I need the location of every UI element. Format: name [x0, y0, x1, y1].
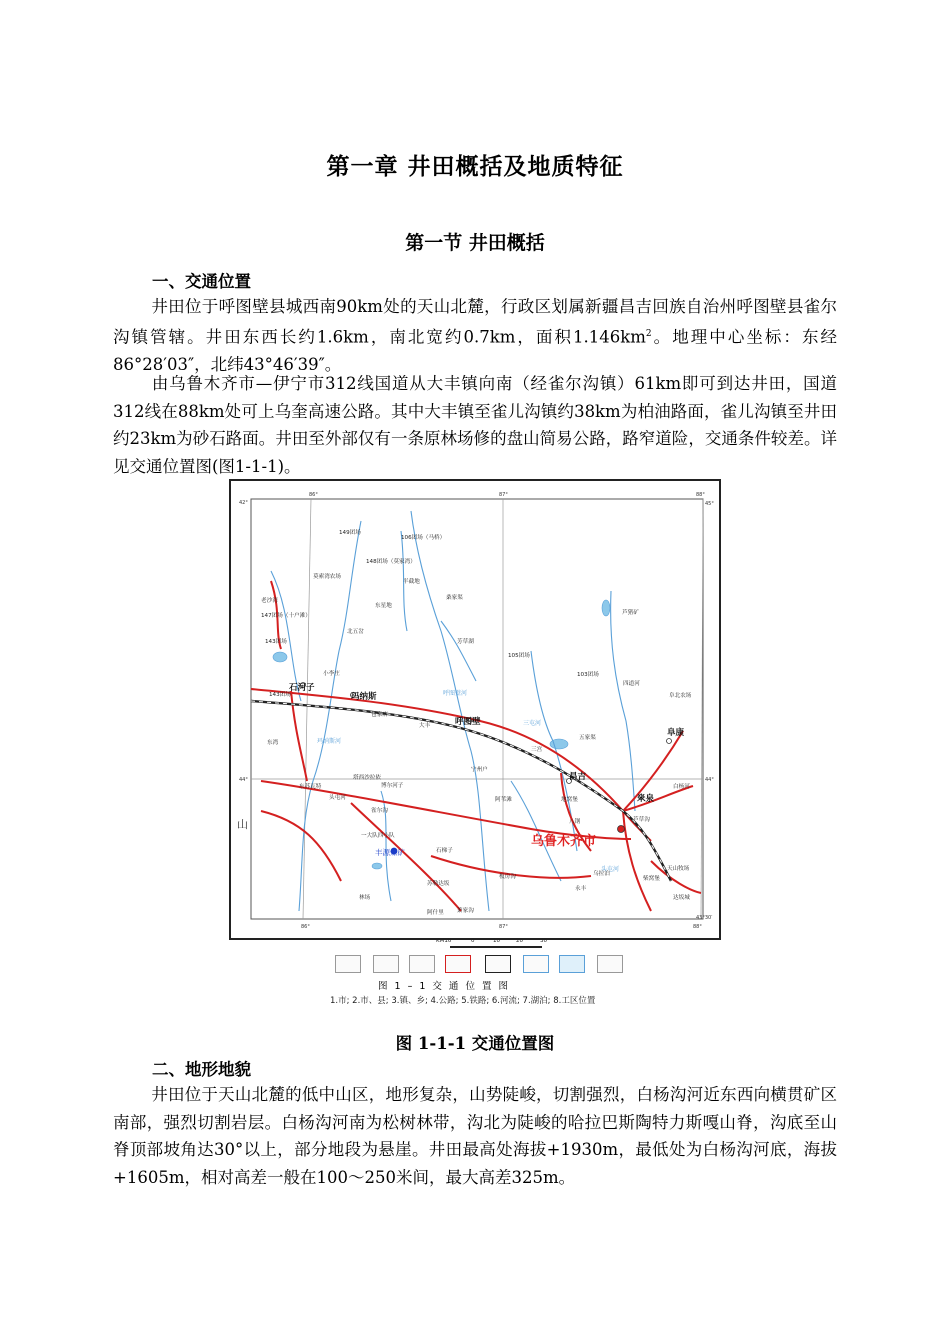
scale-label: 20	[516, 938, 523, 944]
railway	[251, 701, 671, 881]
scale-label: 0	[471, 938, 475, 944]
legend-road-symbol	[445, 955, 471, 973]
river-label: 三屯河	[523, 720, 542, 727]
map-grid	[251, 499, 703, 919]
place-label: 143团场	[265, 639, 287, 645]
paragraph-terrain	[113, 1081, 837, 1191]
city-label-shihezi: 石河子	[289, 683, 315, 693]
river	[271, 571, 301, 701]
legend-mine-symbol	[597, 955, 623, 973]
paragraph-text-tail: 。地理中心坐标：东经86°28′03″，北纬43°46′39″。	[113, 327, 837, 374]
place-label: 柴窝堡	[643, 876, 660, 882]
place-label: 148团场（莫家湾）	[366, 559, 416, 565]
place-label: 阿苇滩	[495, 797, 512, 803]
place-label: 阜北农场	[669, 693, 692, 699]
legend-railway-symbol	[485, 955, 511, 973]
map-svg	[231, 481, 719, 938]
river	[611, 591, 635, 811]
grid-label-right: 43°30′	[696, 915, 713, 921]
place-label: 半截地	[403, 579, 420, 585]
grid-label-top: 88°	[696, 492, 705, 498]
place-label: 塔西沙拉依	[353, 775, 381, 781]
map-legend-symbols	[335, 955, 625, 975]
place-label: 桑家渠	[446, 595, 463, 601]
paragraph-text: 井田位于呼图壁县城西南90km处的天山北麓，行政区划属新疆昌吉回族自治州呼图壁县雀尔沟镇管辖。井田东西长约1.6km，南北宽约0.7km，面积1.146km	[113, 297, 837, 346]
figure-inner-legend: 1.市; 2.市、县; 3.镇、乡; 4.公路; 5.铁路; 6.河流; 7.湖泊; 8.工区位置	[330, 996, 596, 1006]
map-inner-frame	[251, 499, 703, 919]
place-label: 三宫	[531, 747, 543, 753]
place-label: 103团场	[577, 672, 599, 678]
mine-label: 丰源煤矿	[375, 848, 405, 857]
river-label: 玛纳斯河	[317, 738, 342, 745]
place-label: 宁州户	[471, 767, 488, 773]
scale-label: KM10	[436, 938, 452, 944]
heading-terrain: 二、地形地貌	[152, 1060, 251, 1079]
grid-label-bottom: 88°	[693, 924, 702, 930]
figure-caption: 图 1-1-1 交通位置图	[395, 1034, 555, 1053]
place-label: 老沙湾	[261, 598, 278, 604]
scale-label: 10	[493, 938, 500, 944]
city-labels	[288, 682, 685, 804]
place-label: 林场	[359, 895, 371, 901]
place-label: 天山牧场	[667, 866, 690, 872]
figure-inner-title: 图 1 – 1 交 通 位 置 图	[378, 981, 510, 992]
legend-city-symbol	[335, 955, 361, 973]
city-label-urumqi: 乌鲁木齐市	[531, 834, 597, 849]
place-label: 莫索湾农场	[313, 574, 341, 580]
lake	[602, 600, 610, 616]
section-title: 第一节 井田概括	[405, 232, 545, 254]
scale-bar	[450, 946, 542, 948]
place-label: 大丰	[419, 723, 431, 729]
capital-dot	[618, 826, 625, 833]
grid-label-left: 44°	[239, 777, 248, 783]
place-label: 东苏瓦特	[299, 784, 322, 790]
area-superscript: 2	[645, 328, 652, 339]
place-label: 萧家沟	[457, 908, 474, 914]
place-label: 106团场（马桥）	[401, 535, 446, 541]
road-g312	[251, 689, 651, 841]
legend-lake-symbol	[559, 955, 585, 973]
river-label: 头屯河	[601, 866, 620, 873]
place-label: 芦草沟	[633, 817, 650, 823]
lake	[372, 863, 382, 869]
place-label: 石梯子	[436, 848, 453, 854]
place-label: 149团场	[339, 530, 361, 536]
place-label: 苏勒达坂	[427, 881, 450, 887]
place-label: 143团场	[269, 692, 291, 698]
grid-label-right: 45°	[705, 501, 714, 507]
place-label: 板房沟	[499, 874, 516, 880]
place-label: 乌拉泊	[593, 871, 610, 877]
heading-traffic-location: 一、交通位置	[152, 272, 251, 291]
city-label-hutubi: 呼图壁	[455, 717, 481, 727]
grid-label-right: 44°	[705, 777, 714, 783]
place-label: 永丰	[575, 886, 587, 892]
place-label: 东湾	[267, 740, 279, 746]
chapter-title: 第一章 井田概括及地质特征	[326, 153, 624, 180]
grid-labels	[239, 492, 714, 930]
place-label: 博尔河子	[381, 783, 404, 789]
city-label-miquan: 米泉	[637, 794, 655, 804]
place-label: 阿什里	[427, 910, 444, 916]
place-label: 北五岔	[347, 629, 364, 635]
legend-county-symbol	[373, 955, 399, 973]
place-label: 芦猪矿	[622, 610, 639, 616]
paragraph-traffic-1	[113, 293, 837, 378]
place-label: 达坂城	[673, 895, 690, 901]
place-label: 105团场	[508, 653, 530, 659]
mountain-label: 山	[237, 818, 248, 831]
paragraph-text: 由乌鲁木齐市—伊宁市312线国道从大丰镇向南（经雀尔沟镇）61km即可到达井田，国道312线在88km处可上乌奎高速公路。其中大丰镇至雀儿沟镇约38km为柏油路面，雀儿沟镇至井田约23km为砂石路面。井田至外部仅有一条原林场修的盘山简易公路，路窄道险，交通条件较差。详见交通位置图(图1-1-1)。	[113, 374, 837, 476]
place-label: 五家渠	[579, 735, 596, 741]
rivers	[271, 511, 635, 911]
paragraph-text: 井田位于天山北麓的低中山区，地形复杂，山势陡峻，切割强烈，白杨沟河近东西向横贯矿区南部，强烈切割岩层。白杨沟河南为松树林带，沟北为陡峻的哈拉巴斯陶特力斯嘎山脊，沟底至山脊顶部坡角达30°以上，部分地段为悬崖。井田最高处海拔+1930m，最低处为白杨沟河底，海拔+1605m，相对高差一般在100～250米间，最大高差325m。	[113, 1085, 837, 1187]
river-label: 呼图壁河	[443, 690, 468, 697]
lakes	[273, 600, 610, 869]
place-label: 四道河	[623, 681, 640, 687]
place-label: 东星地	[375, 603, 392, 609]
grid-label-bottom: 86°	[301, 924, 310, 930]
place-label: 头屯河	[329, 795, 346, 801]
place-label: 包家店	[371, 712, 388, 718]
scale-label: 30	[540, 938, 547, 944]
legend-river-symbol	[523, 955, 549, 973]
traffic-location-map	[229, 479, 721, 940]
place-label: 雀尔沟	[371, 808, 388, 814]
place-label: 芳草湖	[457, 639, 474, 645]
lake	[273, 652, 287, 662]
grid-label-bottom: 87°	[499, 924, 508, 930]
grid-label-top: 86°	[309, 492, 318, 498]
city-label-manasi: 玛纳斯	[351, 692, 377, 702]
place-label: 一大队四小队	[361, 833, 395, 839]
paragraph-traffic-2	[113, 370, 837, 480]
city-label-fukang: 阜康	[667, 728, 685, 738]
place-label: 地窝堡	[561, 797, 578, 803]
grid-label-left: 42°	[239, 500, 248, 506]
place-label: 147团场（十户滩）	[261, 613, 311, 619]
grid-label-top: 87°	[499, 492, 508, 498]
place-label: 小李庄	[323, 671, 340, 677]
city-dot	[667, 739, 672, 744]
place-label: 八钢	[569, 819, 581, 825]
city-label-changji: 昌吉	[569, 772, 587, 782]
place-label: 白杨河	[673, 784, 690, 790]
river	[511, 781, 561, 881]
legend-town-symbol	[409, 955, 435, 973]
roads	[251, 581, 701, 911]
